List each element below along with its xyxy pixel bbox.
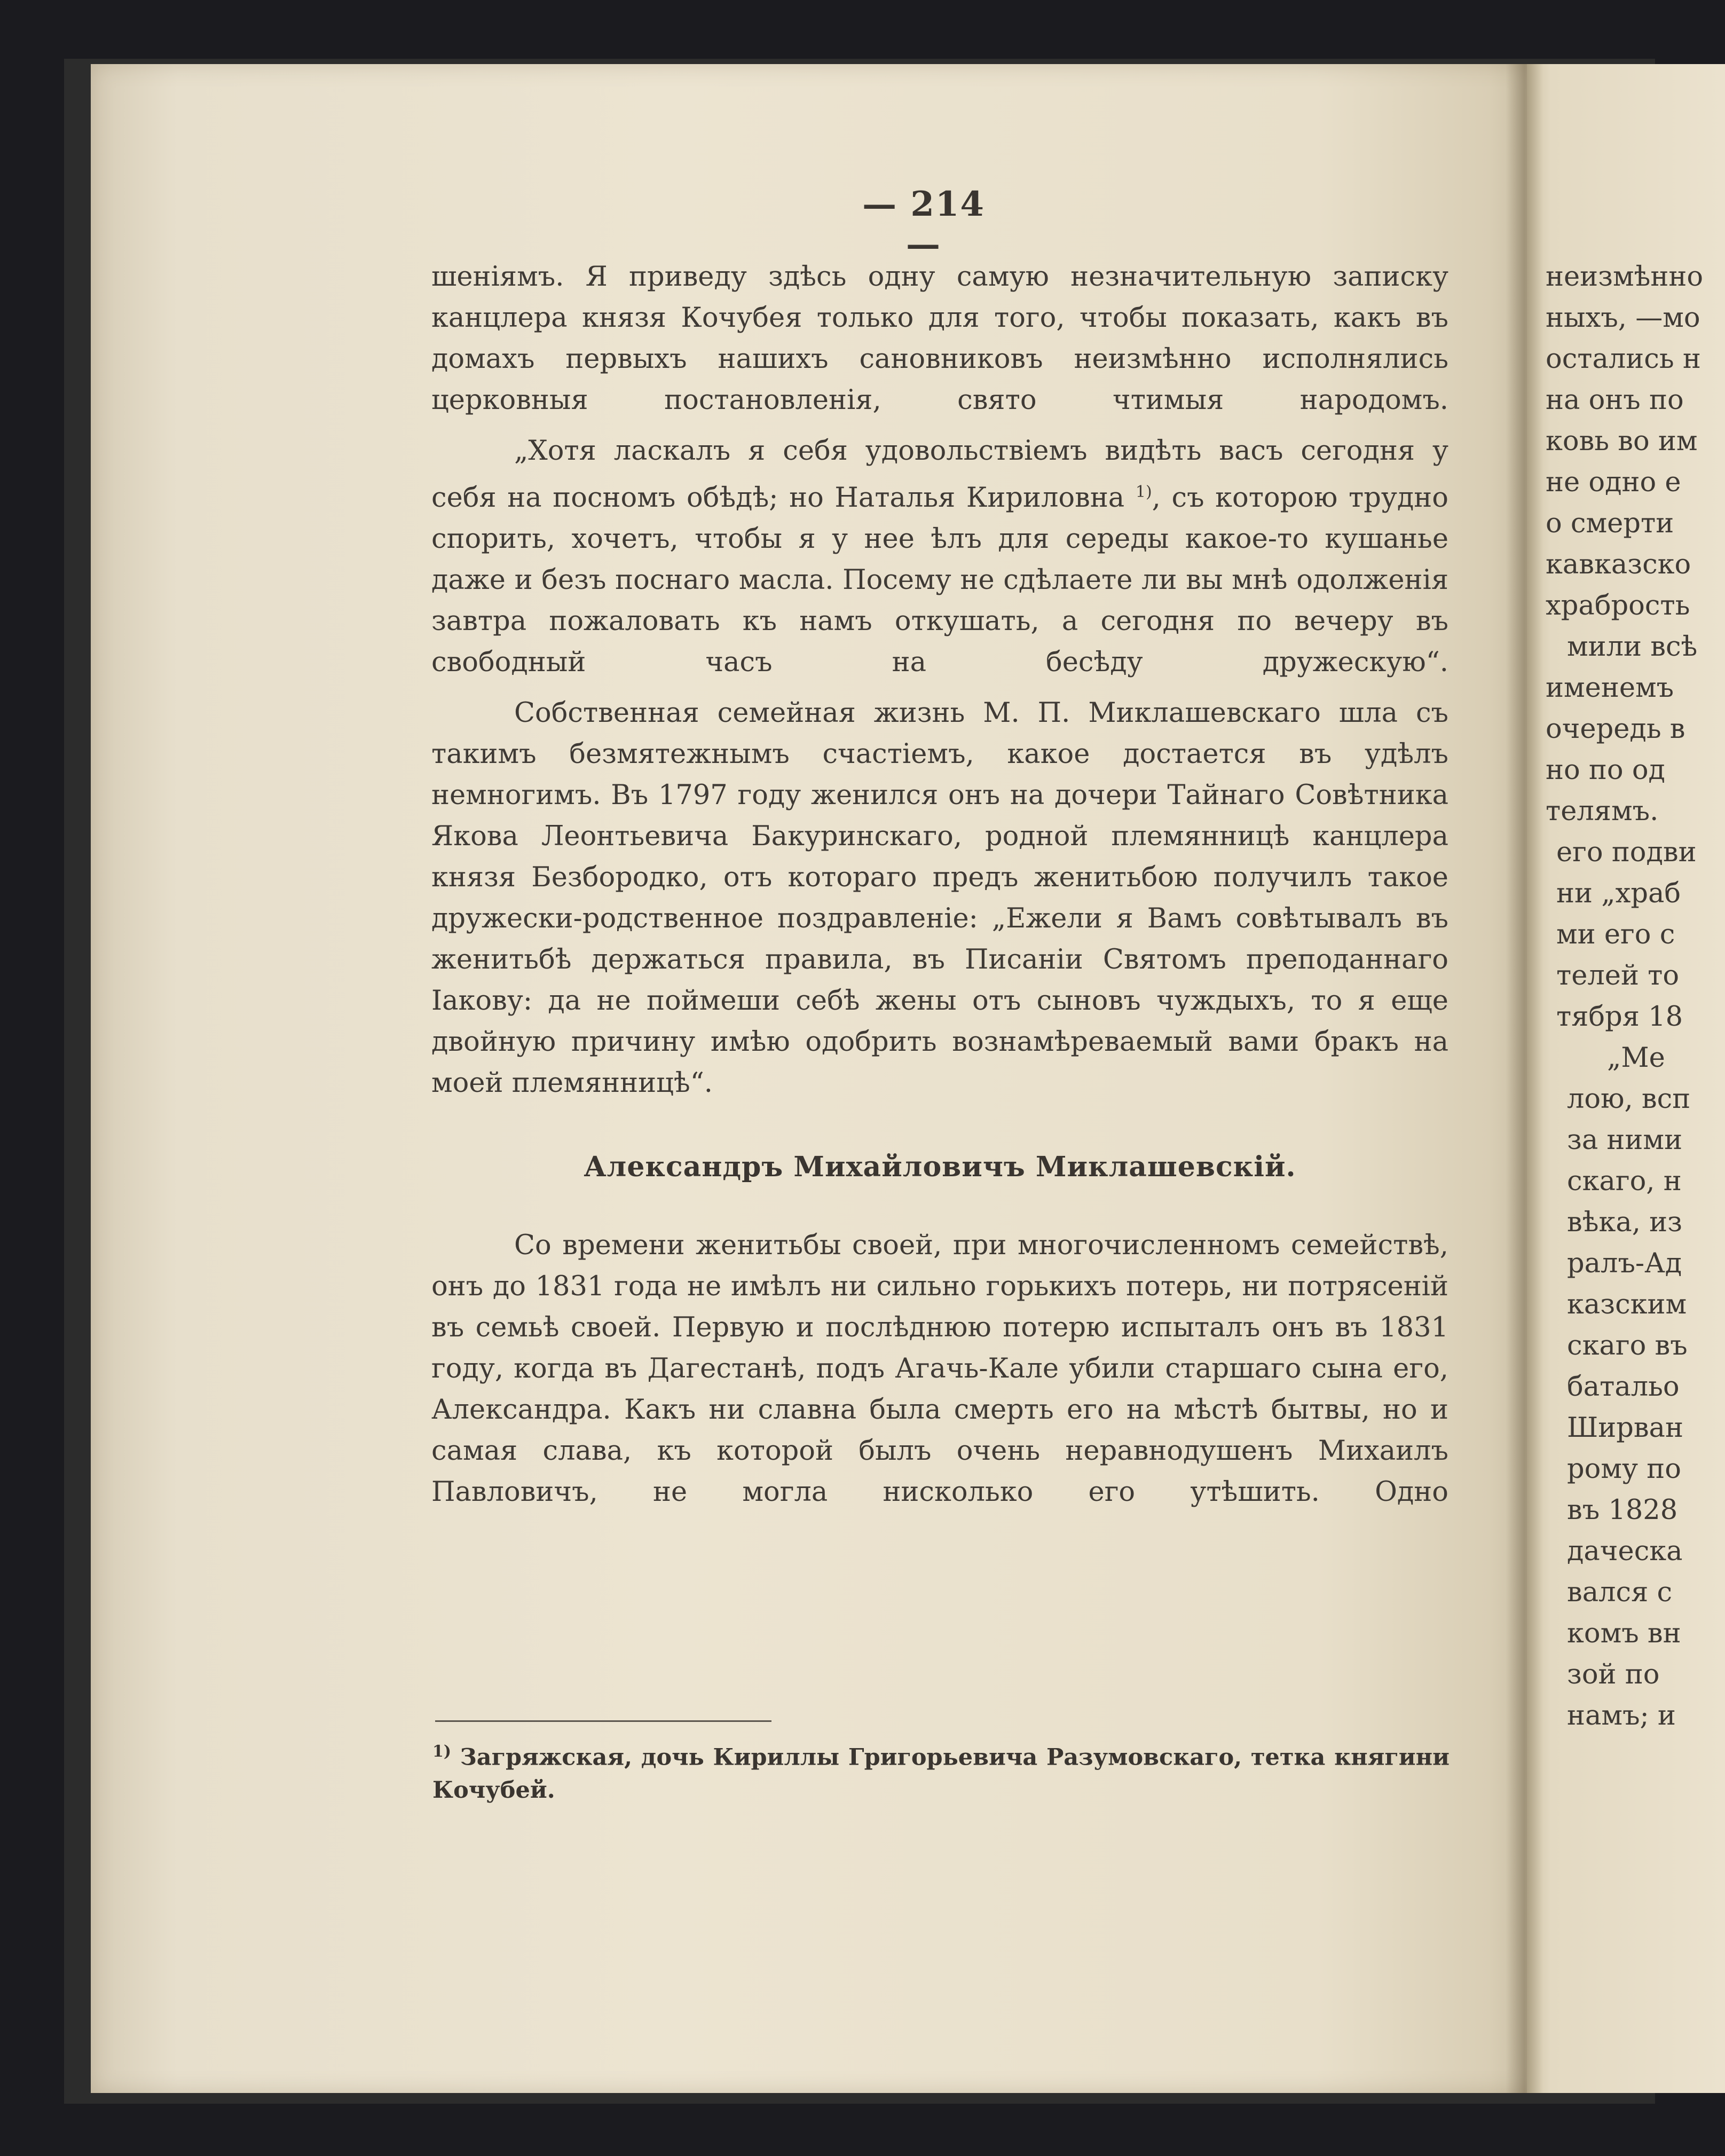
right-line: ковь во им bbox=[1546, 426, 1698, 457]
page-number: — 214 — bbox=[862, 184, 985, 264]
right-line: Ширван bbox=[1567, 1412, 1683, 1444]
paragraph-1: шеніямъ. Я приведу здѣсь одну самую незначительную записку канцлера князя Кочубея только для того, чтобы показать, какъ въ домахъ первыхъ нашихъ сановниковъ неизмѣнно исполнялись церковныя постановленія, свято чтимыя народомъ. bbox=[431, 261, 1448, 416]
right-line: „Ме bbox=[1607, 1042, 1665, 1074]
right-line: но по од bbox=[1546, 754, 1665, 786]
right-line: скаго, н bbox=[1567, 1166, 1682, 1197]
footnote-divider bbox=[435, 1720, 771, 1722]
right-line: въ 1828 bbox=[1567, 1494, 1678, 1526]
right-line: ми его с bbox=[1556, 919, 1675, 950]
right-line: батальо bbox=[1567, 1371, 1680, 1403]
right-line: рому по bbox=[1567, 1453, 1681, 1485]
page-gutter bbox=[1506, 64, 1543, 2093]
right-line: остались н bbox=[1546, 343, 1701, 375]
right-line: зой по bbox=[1567, 1659, 1660, 1690]
footnote bbox=[432, 1735, 1450, 1807]
paragraph-2: „Хотя ласкалъ я себя удовольствіемъ видѣть васъ сегодня у себя на посномъ обѣдѣ; но Наталья Кириловна $^{1)}$, съ которою трудно спорить, хочетъ, чтобы я у нее ѣлъ для середы какое-то кушанье даже и безъ поснаго масла. Посему не сдѣлаете ли вы мнѣ одолженія завтра пожаловать къ намъ откушать, а сегодня по вечеру въ свободный часъ на бесѣду дружескую“. bbox=[431, 435, 1448, 678]
right-line: телямъ. bbox=[1546, 796, 1659, 827]
right-line: скаго въ bbox=[1567, 1330, 1688, 1362]
right-line: тября 18 bbox=[1556, 1001, 1683, 1033]
right-line: храбрость bbox=[1546, 590, 1690, 621]
right-line: намъ; и bbox=[1567, 1700, 1676, 1732]
footnote-text: Загряжская, дочь Кириллы Григорьевича Разумовскаго, тетка княгини Кочубей. bbox=[432, 1744, 1450, 1804]
right-page-text bbox=[1546, 256, 1725, 1736]
paragraph-2-text: „Хотя ласкалъ я себя удовольствіемъ видѣть васъ сегодня у себя на посномъ обѣдѣ; но Наталья Кириловна bbox=[431, 435, 1448, 514]
right-line: лою, всп bbox=[1567, 1083, 1691, 1115]
right-line: ралъ-Ад bbox=[1567, 1248, 1682, 1279]
right-line: его подви bbox=[1556, 837, 1697, 868]
right-line: неизмѣнно bbox=[1546, 261, 1704, 293]
paragraph-3: Собственная семейная жизнь М. П. Миклашевскаго шла съ такимъ безмятежнымъ счастіемъ, какое достается въ удѣлъ немногимъ. Въ 1797 году женился онъ на дочери Тайнаго Совѣтника Якова Леонтьевича Бакуринскаго, родной племянницѣ канцлера князя Безбородко, отъ котораго предъ женитьбою получилъ такое дружески-родственное поздравленіе: „Ежели я Вамъ совѣтывалъ въ женитьбѣ держаться правила, въ Писаніи Святомъ преподаннаго Іакову: да не поймеши себѣ жены отъ сыновъ чуждыхъ, то я еще двойную причину имѣю одобрить вознамѣреваемый вами бракъ на моей племянницѣ“. bbox=[431, 697, 1448, 1099]
main-text bbox=[431, 256, 1448, 1513]
right-line: мили всѣ bbox=[1567, 631, 1698, 663]
right-line: не одно е bbox=[1546, 467, 1681, 498]
footnote-mark: 1) bbox=[432, 1742, 452, 1761]
right-line: вался с bbox=[1567, 1577, 1673, 1608]
right-line: кавказско bbox=[1546, 549, 1691, 580]
section-heading: Александръ Михайловичъ Миклашевскій. bbox=[584, 1151, 1296, 1183]
right-line: вѣка, из bbox=[1567, 1207, 1682, 1238]
right-line: о смерти bbox=[1546, 508, 1674, 539]
right-line: ныхъ, —мо bbox=[1546, 302, 1700, 334]
footnote-reference[interactable]: 1) bbox=[1135, 483, 1152, 501]
right-line: именемъ bbox=[1546, 672, 1674, 704]
right-line: телей то bbox=[1556, 960, 1680, 992]
right-line: ни „храб bbox=[1556, 878, 1681, 909]
right-line: комъ вн bbox=[1567, 1618, 1681, 1649]
right-line: очередь в bbox=[1546, 713, 1685, 745]
paragraph-4: Со времени женитьбы своей, при многочисленномъ семействѣ, онъ до 1831 года не имѣлъ ни сильно горькихъ потерь, ни потрясеній въ семьѣ своей. Первую и послѣднюю потерю испыталъ онъ въ 1831 году, когда въ Дагестанѣ, подъ Агачь-Кале убили старшаго сына его, Александра. Какъ ни славна была смерть его на мѣстѣ бытвы, но и самая слава, къ которой былъ очень неравнодушенъ Михаилъ Павловичъ, не могла нисколько его утѣшить. Одно bbox=[431, 1230, 1448, 1508]
right-line: на онъ по bbox=[1546, 384, 1684, 416]
right-line: казским bbox=[1567, 1289, 1687, 1320]
right-line: даческа bbox=[1567, 1536, 1683, 1567]
paragraph-2-continued: съ которою трудно спорить, хочетъ, чтобы я у нее ѣлъ для середы какое-то кушанье даже и безъ поснаго масла. Посему не сдѣлаете ли вы мнѣ одолженія завтра пожаловать къ намъ откушать, а сегодня по вечеру въ свободный часъ на бесѣду дружескую“. bbox=[431, 482, 1448, 678]
right-line: за ними bbox=[1567, 1124, 1683, 1156]
